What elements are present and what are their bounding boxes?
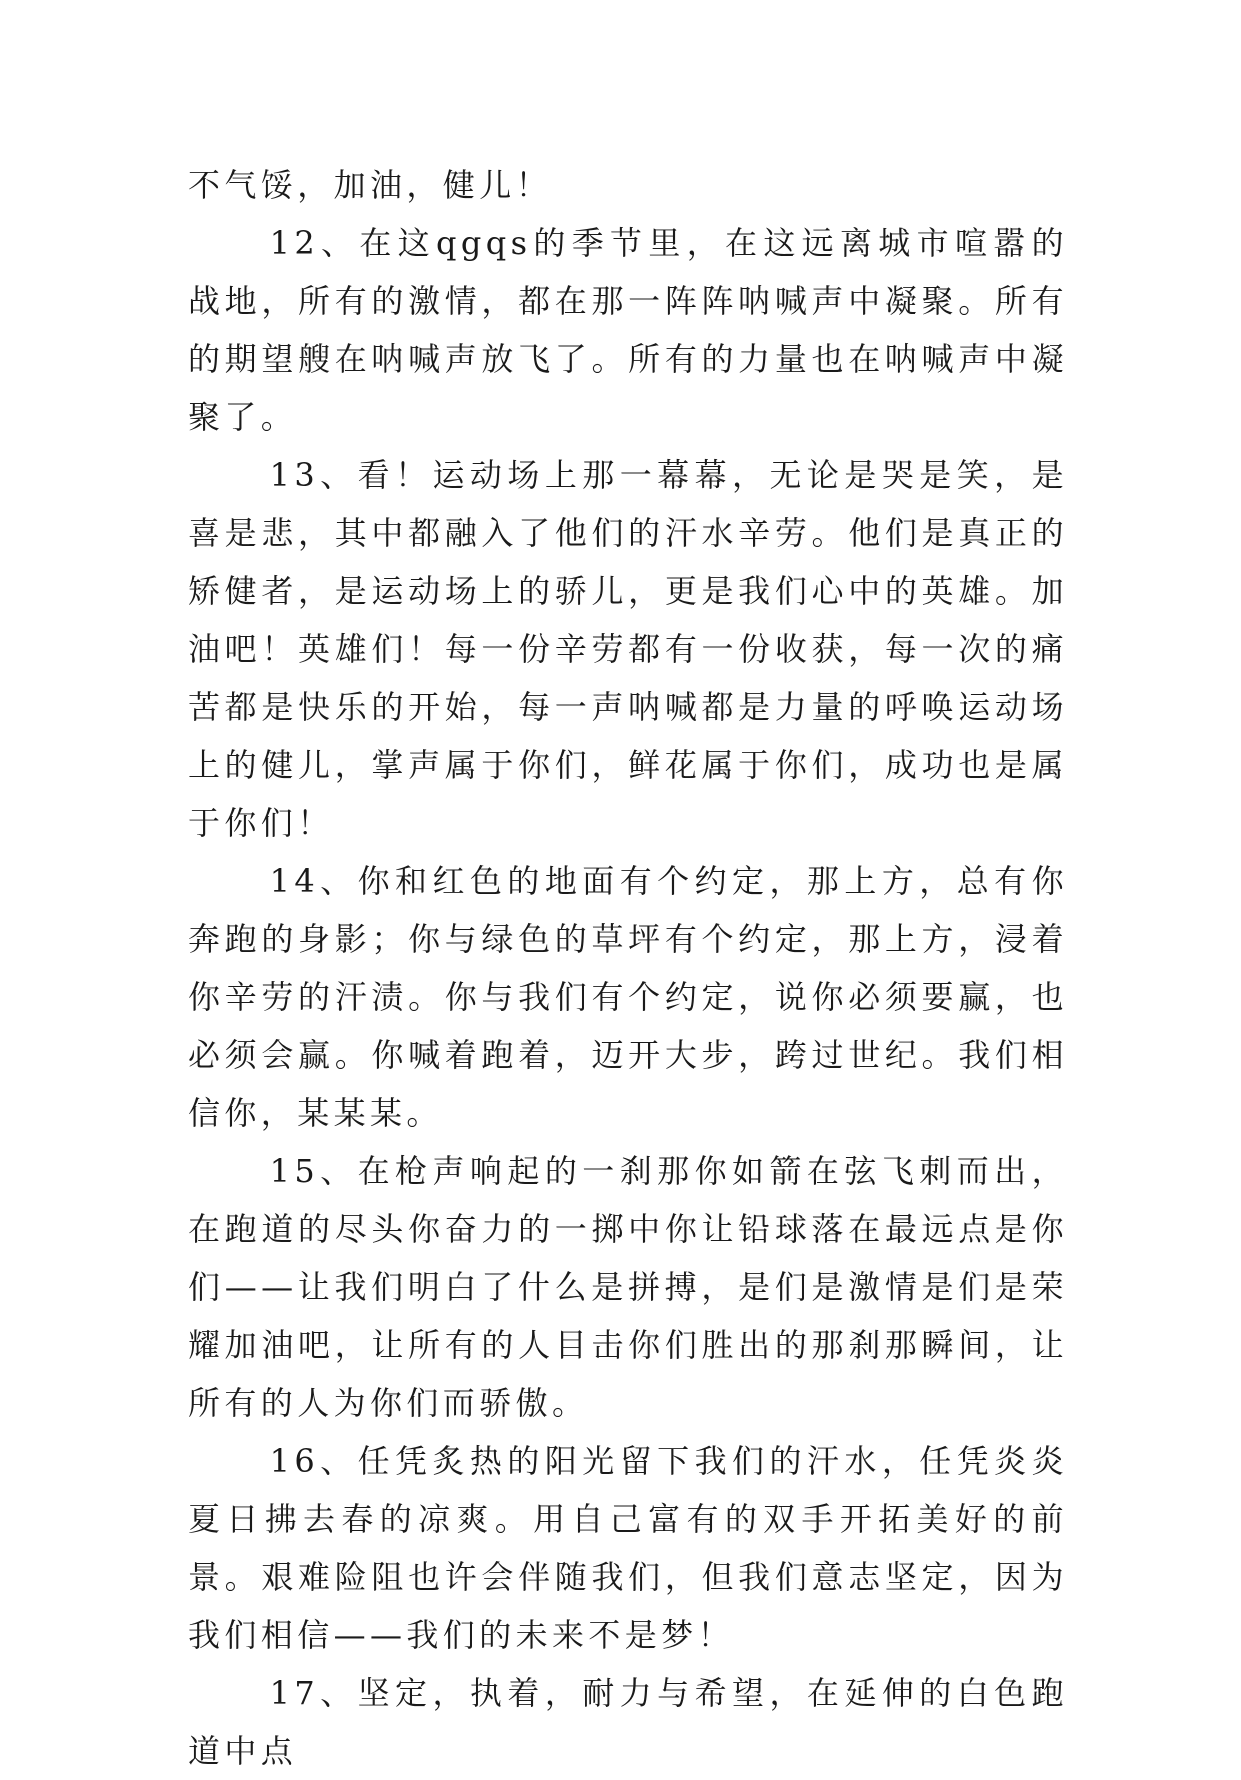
paragraph-16: 16、任凭炙热的阳光留下我们的汗水，任凭炎炎夏日拂去春的凉爽。用自己富有的双手开拓美好的前景。艰难险阻也许会伴随我们，但我们意志坚定，因为我们相信——我们的未来不是梦！ [188,1442,1068,1654]
paragraph-12: 12、在这qgqs的季节里，在这远离城市喧嚣的战地，所有的激情，都在那一阵阵呐喊声中凝聚。所有的期望艘在呐喊声放飞了。所有的力量也在呐喊声中凝聚了。 [188,224,1068,436]
body-text [188,156,1068,1780]
paragraph-14: 14、你和红色的地面有个约定，那上方，总有你奔跑的身影；你与绿色的草坪有个约定，那上方，浸着你辛劳的汗渍。你与我们有个约定，说你必须要赢，也必须会赢。你喊着跑着，迈开大步，跨过世纪。我们相信你，某某某。 [188,862,1068,1132]
paragraph-17: 17、坚定，执着，耐力与希望，在延伸的白色跑道中点 [188,1674,1068,1770]
paragraph-15: 15、在枪声响起的一刹那你如箭在弦飞刺而出，在跑道的尽头你奋力的一掷中你让铅球落在最远点是你们——让我们明白了什么是拼搏，是们是激情是们是荣耀加油吧，让所有的人目击你们胜出的那刹那瞬间，让所有的人为你们而骄傲。 [188,1152,1068,1422]
paragraph-13: 13、看！运动场上那一幕幕，无论是哭是笑，是喜是悲，其中都融入了他们的汗水辛劳。他们是真正的矫健者，是运动场上的骄儿，更是我们心中的英雄。加油吧！英雄们！每一份辛劳都有一份收获，每一次的痛苦都是快乐的开始，每一声呐喊都是力量的呼唤运动场上的健儿，掌声属于你们，鲜花属于你们，成功也是属于你们！ [188,456,1068,842]
paragraph-continuation: 不气馁，加油，健儿！ [188,166,553,204]
